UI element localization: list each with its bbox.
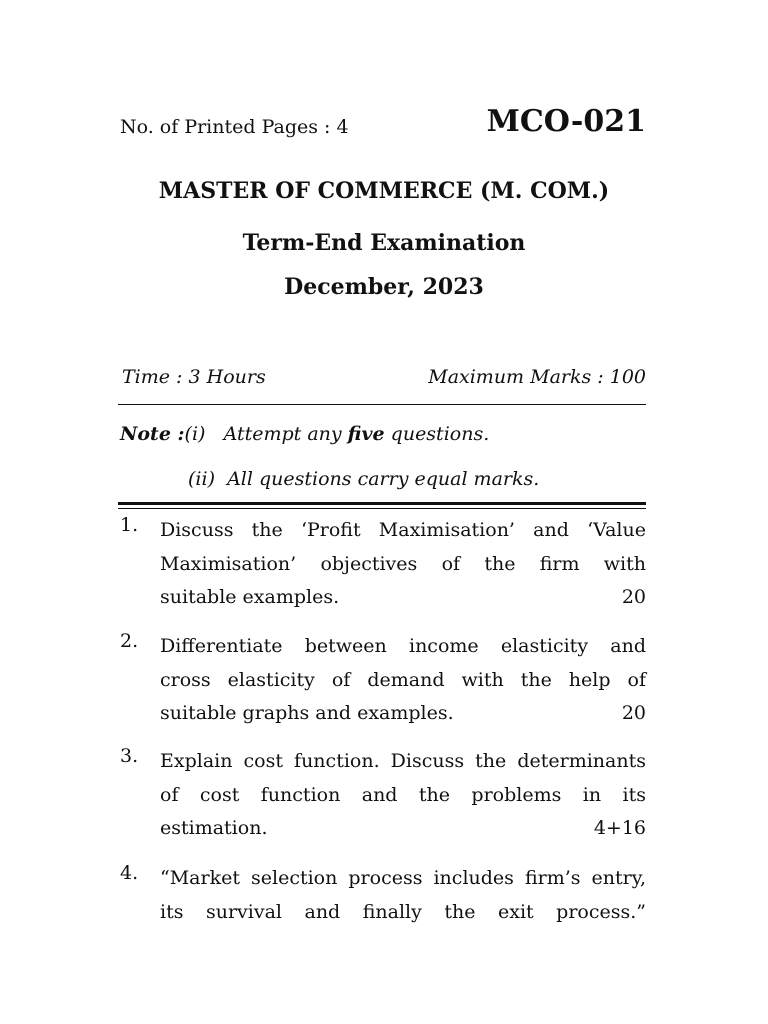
question-line: Explain cost function. Discuss the determinants [160, 750, 646, 772]
question-line: its survival and finally the exit process.” [160, 900, 646, 923]
time-allowed: Time : 3 Hours [122, 366, 266, 388]
question-number: 4. [120, 862, 139, 884]
question-last-line [160, 581, 646, 615]
divider-line [118, 404, 646, 405]
question-marks: 4+16 [593, 817, 646, 839]
question-text [160, 745, 646, 846]
question-number: 2. [120, 630, 139, 652]
note-item-1-text-before: Attempt any [223, 423, 348, 445]
note-row-1 [120, 423, 646, 445]
note-label: Note : [120, 423, 185, 445]
question-text [160, 514, 646, 615]
note-item-2-number: (ii) [188, 468, 215, 490]
double-divider-thin [118, 508, 646, 509]
question-text [160, 862, 646, 929]
question-line: Maximisation’ objectives of the firm with [160, 552, 646, 575]
question-marks: 20 [621, 586, 646, 608]
question-last-line [160, 812, 646, 846]
double-divider-thick [118, 502, 646, 505]
question-line: Differentiate between income elasticity and [160, 635, 646, 657]
question-line: suitable graphs and examples. [160, 702, 454, 724]
header-row [120, 104, 646, 144]
question-marks: 20 [621, 702, 646, 724]
note-item-1-number: (i) [184, 423, 206, 445]
printed-pages-text: No. of Printed Pages : 4 [120, 116, 349, 138]
question-line: of cost function and the problems in its [160, 783, 646, 806]
question-number: 3. [120, 745, 139, 767]
question-line: cross elasticity of demand with the help of [160, 668, 646, 691]
note-item-1-emphasis: five [347, 423, 385, 445]
question-text [160, 630, 646, 731]
course-code: MCO-021 [486, 104, 646, 139]
question-line: “Market selection process includes firm’s entry, [160, 867, 646, 889]
maximum-marks: Maximum Marks : 100 [428, 366, 646, 388]
question-line: estimation. [160, 817, 268, 839]
question-last-line [160, 697, 646, 731]
programme-title: MASTER OF COMMERCE (M. COM.) [158, 178, 610, 204]
question-line: suitable examples. [160, 586, 340, 608]
question-number: 1. [120, 514, 139, 536]
question-line: Discuss the ‘Profit Maximisation’ and ‘Value [160, 519, 646, 541]
note-item-1-text-after: questions. [384, 423, 490, 445]
exam-title: Term-End Examination [242, 230, 526, 256]
session-title: December, 2023 [284, 274, 484, 300]
note-row-2 [188, 468, 539, 490]
note-item-2-text: All questions carry equal marks. [227, 468, 540, 490]
